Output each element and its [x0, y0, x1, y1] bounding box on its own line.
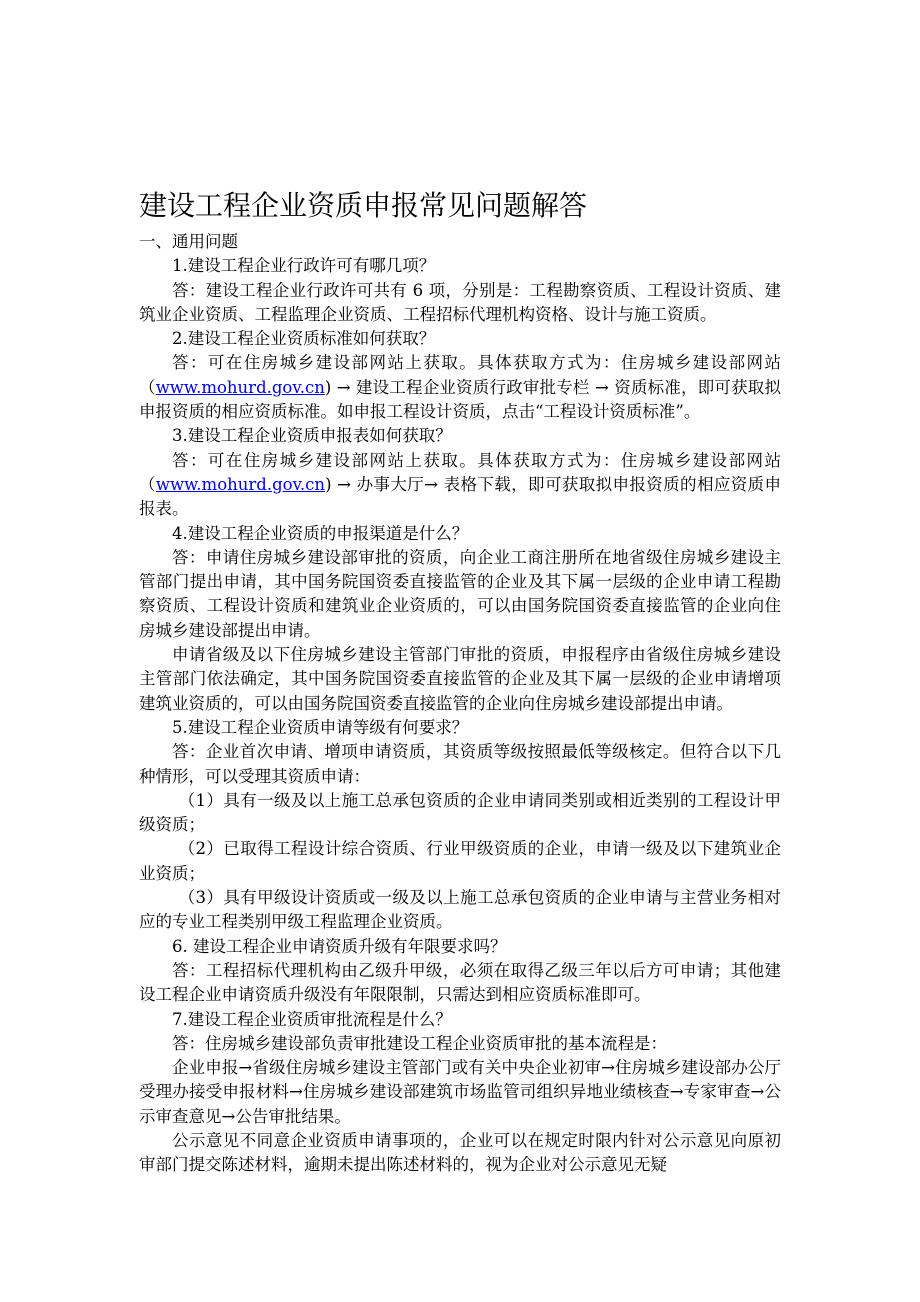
answer-3	[139, 449, 781, 522]
section-heading: 一、通用问题	[139, 232, 238, 251]
question-2: 2.建设工程企业资质标准如何获取？	[172, 329, 436, 349]
answer-2-text-pre: 答：可在住房城乡建设部网站上获取。具体获取方式为：住房城乡建设部网站（	[139, 353, 781, 397]
answer-7-paragraph-3: 公示意见不同意企业资质申请事项的，企业可以在规定时限内针对公示意见向原初审部门提交陈述材料，逾期未提出陈述材料的，视为企业对公示意见无疑	[139, 1130, 781, 1175]
answer-2-text-post: ) → 建设工程企业资质行政审批专栏 → 资质标准，即可获取拟申报资质的相应资质标准。如申报工程设计资质，点击“工程设计资质标准”。	[139, 377, 781, 422]
mohurd-link[interactable]: www.mohurd.gov.cn	[155, 474, 326, 494]
answer-2	[139, 351, 781, 424]
mohurd-link[interactable]: www.mohurd.gov.cn	[155, 377, 325, 397]
answer-3-text-post: ) → 办事大厅→ 表格下载，即可获取拟申报资质的相应资质申报表。	[139, 474, 781, 519]
question-4: 4.建设工程企业资质的申报渠道是什么？	[172, 523, 469, 543]
answer-7-paragraph-2: 企业申报→省级住房城乡建设主管部门或有关中央企业初审→住房城乡建设部办公厅受理办接受申报材料→住房城乡建设部建筑市场监管司组织异地业绩核查→专家审查→公示审查意见→公告审批结果。	[139, 1058, 781, 1126]
answer-7-paragraph-1: 答：住房城乡建设部负责审批建设工程企业资质审批的基本流程是：	[172, 1033, 667, 1053]
answer-3-text-pre: 答：可在住房城乡建设部网站上获取。具体获取方式为：住房城乡建设部网站（	[139, 450, 781, 494]
question-3: 3.建设工程企业资质申报表如何获取？	[172, 426, 452, 446]
answer-1: 答：建设工程企业行政许可共有 6 项，分别是：工程勘察资质、工程设计资质、建筑业企业资质、工程监理企业资质、工程招标代理机构资格、设计与施工资质。	[139, 280, 781, 324]
question-1: 1.建设工程企业行政许可有哪几项？	[172, 256, 436, 276]
question-5: 5.建设工程企业资质申请等级有何要求？	[172, 717, 469, 737]
document-title: 建设工程企业资质申报常见问题解答	[139, 189, 588, 222]
question-7: 7.建设工程企业资质审批流程是什么？	[172, 1009, 452, 1029]
answer-6: 答：工程招标代理机构由乙级升甲级，必须在取得乙级三年以后方可申请；其他建设工程企业申请资质升级没有年限限制，只需达到相应资质标准即可。	[139, 960, 781, 1005]
answer-4-paragraph-2: 申请省级及以下住房城乡建设主管部门审批的资质，申报程序由省级住房城乡建设主管部门依法确定，其中国务院国资委直接监管的企业及其下属一层级的企业申请增项建筑业资质的，可以由国务院国资委直接监管的企业向住房城乡建设部提出申请。	[139, 645, 781, 713]
document-body	[139, 230, 781, 1178]
answer-5-item-3: （3）具有甲级设计资质或一级及以上施工总承包资质的企业申请与主营业务相对应的专业工程类别甲级工程监理企业资质。	[139, 888, 781, 932]
answer-5-item-2: （2）已取得工程设计综合资质、行业甲级资质的企业，申请一级及以下建筑业企业资质；	[139, 839, 781, 883]
answer-5-paragraph-1: 答：企业首次申请、增项申请资质，其资质等级按照最低等级核定。但符合以下几种情形，可以受理其资质申请：	[139, 742, 781, 786]
answer-4-paragraph-1: 答：申请住房城乡建设部审批的资质，向企业工商注册所在地省级住房城乡建设主管部门提出申请，其中国务院国资委直接监管的企业及其下属一层级的企业申请工程勘察资质、工程设计资质和建筑业企业资质的，可以由国务院国资委直接监管的企业向住房城乡建设部提出申请。	[139, 547, 781, 640]
answer-5-item-1: （1）具有一级及以上施工总承包资质的企业申请同类别或相近类别的工程设计甲级资质；	[139, 790, 781, 835]
question-6: 6. 建设工程企业申请资质升级有年限要求吗？	[172, 936, 507, 956]
